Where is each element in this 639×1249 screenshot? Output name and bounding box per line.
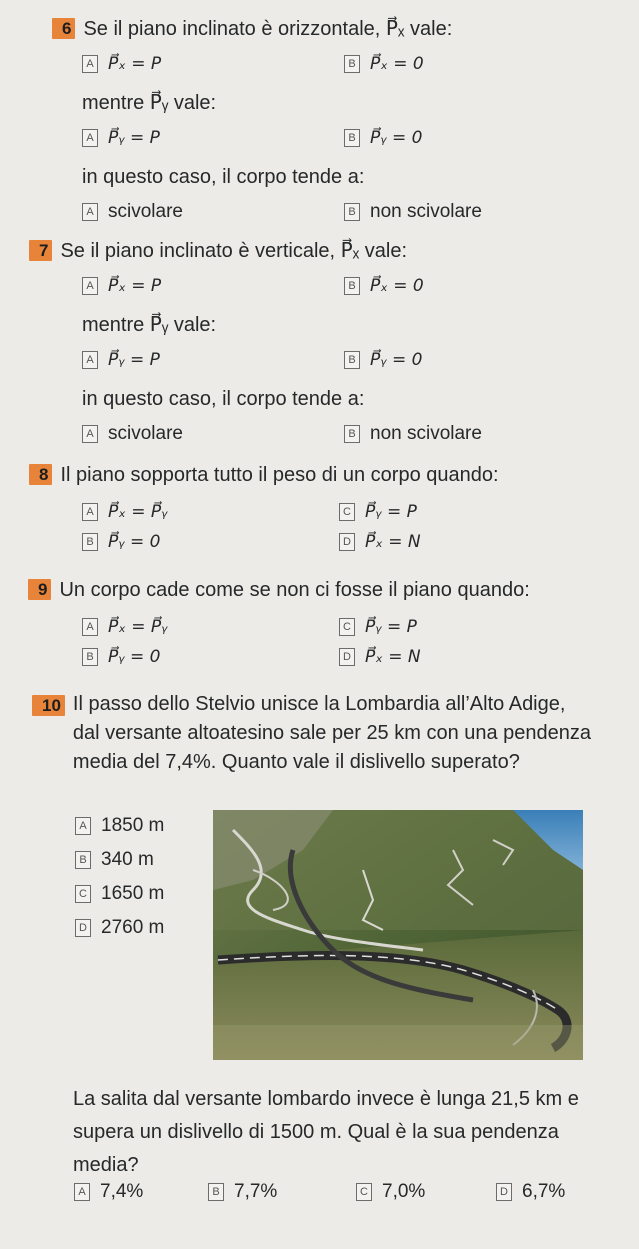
option-text: P⃗ₓ = N	[365, 532, 421, 552]
option-text: P⃗ᵧ = 0	[108, 647, 161, 667]
question-9	[28, 577, 633, 669]
option-letter: A	[82, 618, 98, 636]
q10-followup	[73, 1083, 593, 1182]
option-letter: A	[82, 503, 98, 521]
option-text: P⃗ₓ = P	[108, 54, 162, 74]
question-text: Il passo dello Stelvio unisce la Lombardia all’Alto Adige, dal versante altoatesino sale per 25 km con una pendenza media del 7,4%. Quanto vale il dislivello superato?	[72, 693, 592, 773]
option[interactable]	[82, 499, 339, 525]
option-text: P⃗ₓ = P	[108, 276, 162, 296]
option-text: P⃗ᵧ = 0	[108, 532, 161, 552]
option-text: P⃗ᵧ = P	[108, 350, 160, 370]
option-letter: B	[344, 129, 360, 147]
option[interactable]	[82, 644, 339, 670]
option[interactable]	[75, 916, 164, 940]
option-letter: D	[339, 648, 355, 666]
question-10	[32, 690, 592, 777]
question-text: Un corpo cade come se non ci fosse il piano quando:	[59, 579, 530, 601]
option[interactable]	[496, 1181, 565, 1203]
option[interactable]	[82, 347, 344, 373]
option[interactable]	[344, 51, 424, 77]
option-letter: C	[339, 503, 355, 521]
option[interactable]	[339, 499, 417, 525]
option-letter: A	[82, 425, 98, 443]
option-text: 7,7%	[234, 1181, 278, 1202]
option-letter: A	[74, 1183, 90, 1201]
question-number: 6	[52, 18, 75, 39]
option-text: scivolare	[108, 423, 183, 444]
option-text: 7,0%	[382, 1181, 426, 1202]
question-text: Il piano sopporta tutto il peso di un corpo quando:	[60, 464, 499, 486]
option[interactable]	[82, 614, 339, 640]
option-letter: D	[496, 1183, 512, 1201]
question-number: 7	[29, 240, 52, 261]
question-text: Se il piano inclinato è orizzontale, P⃗ₓ vale:	[83, 18, 453, 40]
option-text: P⃗ᵧ = P	[365, 617, 417, 637]
option-letter: A	[82, 203, 98, 221]
option-letter: A	[82, 55, 98, 73]
option-text: non scivolare	[370, 201, 482, 222]
option[interactable]	[82, 529, 339, 555]
option[interactable]	[344, 347, 422, 373]
option[interactable]	[339, 529, 421, 555]
option-letter: C	[339, 618, 355, 636]
sub-question: mentre P⃗ᵧ vale:	[82, 92, 217, 114]
option[interactable]	[344, 273, 424, 299]
question-number: 10	[32, 695, 65, 716]
option-text: P⃗ᵧ = 0	[370, 350, 423, 370]
option-letter: B	[344, 425, 360, 443]
option[interactable]	[344, 421, 482, 447]
option[interactable]	[75, 848, 164, 872]
option-text: P⃗ₓ = N	[365, 647, 421, 667]
option-text: 1650 m	[101, 883, 165, 904]
option-letter: B	[344, 55, 360, 73]
sub-question: mentre P⃗ᵧ vale:	[82, 314, 217, 336]
option[interactable]	[82, 199, 344, 225]
option[interactable]	[82, 125, 344, 151]
option-letter: D	[339, 533, 355, 551]
option-text: P⃗ₓ = P⃗ᵧ	[108, 617, 168, 637]
sub-question: in questo caso, il corpo tende a:	[82, 166, 365, 188]
option[interactable]	[344, 125, 422, 151]
option-text: scivolare	[108, 201, 183, 222]
option-letter: C	[356, 1183, 372, 1201]
option-text: P⃗ᵧ = 0	[370, 128, 423, 148]
option[interactable]	[82, 273, 344, 299]
option[interactable]	[339, 614, 417, 640]
option-letter: A	[75, 817, 91, 835]
question-text: Se il piano inclinato è verticale, P⃗ₓ vale:	[60, 240, 408, 262]
option-letter: A	[82, 351, 98, 369]
q10-followup-options	[74, 1181, 614, 1203]
option-letter: A	[82, 277, 98, 295]
option-text: P⃗ₓ = P⃗ᵧ	[108, 502, 168, 522]
option-text: 7,4%	[100, 1181, 144, 1202]
option[interactable]	[75, 814, 164, 838]
option[interactable]	[82, 51, 344, 77]
option[interactable]	[344, 199, 482, 225]
option-letter: B	[344, 277, 360, 295]
option-text: non scivolare	[370, 423, 482, 444]
option-text: P⃗ₓ = 0	[370, 276, 424, 296]
option[interactable]	[208, 1181, 356, 1203]
option-text: P⃗ₓ = 0	[370, 54, 424, 74]
option-text: P⃗ᵧ = P	[108, 128, 160, 148]
option[interactable]	[82, 421, 344, 447]
option[interactable]	[339, 644, 421, 670]
stelvio-pass-photo	[213, 810, 583, 1060]
option-letter: B	[75, 851, 91, 869]
option-letter: B	[82, 648, 98, 666]
option-letter: B	[344, 203, 360, 221]
question-7	[29, 238, 624, 446]
option-text: 2760 m	[101, 917, 165, 938]
option-letter: B	[82, 533, 98, 551]
question-8	[29, 462, 629, 554]
option[interactable]	[356, 1181, 496, 1203]
question-number: 8	[29, 464, 52, 485]
question-6	[52, 16, 622, 224]
option-text: 1850 m	[101, 815, 165, 836]
sub-question: in questo caso, il corpo tende a:	[82, 388, 365, 410]
option[interactable]	[74, 1181, 208, 1203]
q10-options	[75, 814, 164, 940]
option-text: 6,7%	[522, 1181, 566, 1202]
option-letter: B	[344, 351, 360, 369]
option[interactable]	[75, 882, 164, 906]
option-letter: A	[82, 129, 98, 147]
option-letter: B	[208, 1183, 224, 1201]
question-number: 9	[28, 579, 51, 600]
option-letter: D	[75, 919, 91, 937]
option-text: 340 m	[101, 849, 154, 870]
followup-text: La salita dal versante lombardo invece è lunga 21,5 km e supera un dislivello di 1500 m. Qual è la sua pendenza media?	[73, 1088, 579, 1176]
option-letter: C	[75, 885, 91, 903]
option-text: P⃗ᵧ = P	[365, 502, 417, 522]
